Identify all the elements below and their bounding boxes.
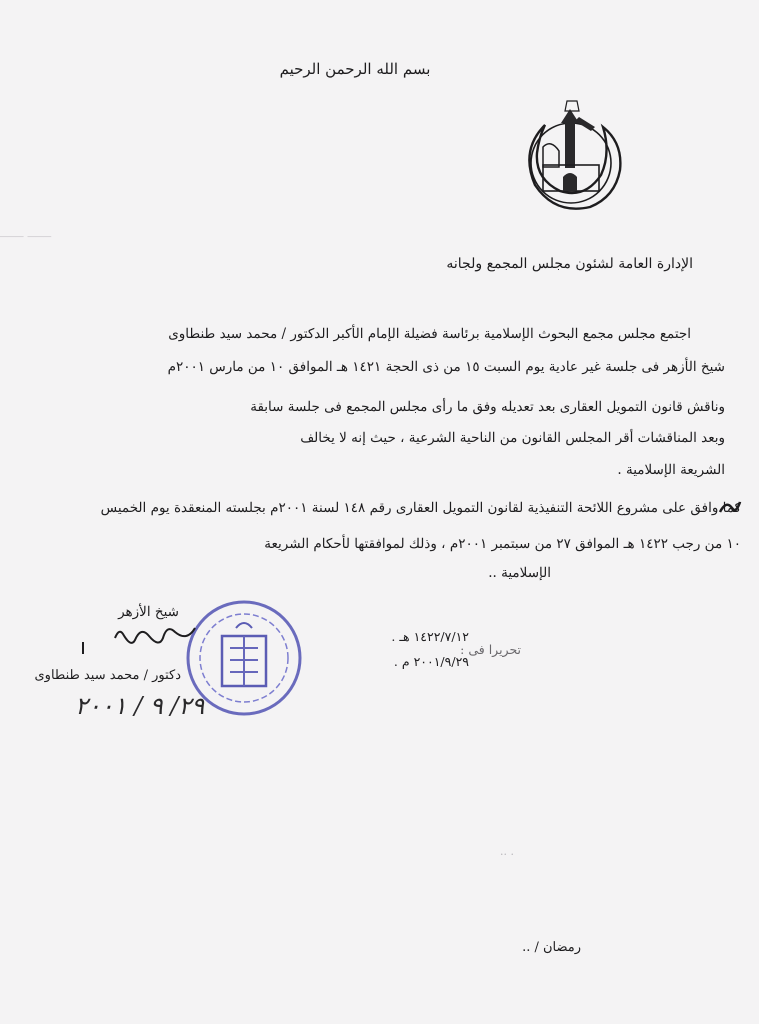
bleed-through-text: ─── ─── bbox=[0, 230, 52, 245]
body-line-4: وبعد المناقشات أقر المجلس القانون من الناحية الشرعية ، حيث إنه لا يخالف bbox=[300, 430, 725, 446]
handwritten-date: ٢٩/ ٩ / ٢٠٠١ bbox=[75, 692, 205, 720]
handwritten-mark-icon bbox=[718, 498, 742, 518]
body-line-6: كما وافق على مشروع اللائحة التنفيذية لقانون التمويل العقارى رقم ١٤٨ لسنة ٢٠٠١م بجلسته المنعقدة يوم الخميس bbox=[100, 500, 741, 516]
date-label: تحريرا فى : bbox=[460, 642, 521, 657]
body-line-8: الإسلامية .. bbox=[488, 565, 551, 581]
body-line-5: الشريعة الإسلامية . bbox=[617, 462, 725, 478]
al-azhar-islamic-research-logo-icon bbox=[515, 95, 625, 220]
faint-mark: ·· · bbox=[500, 848, 514, 861]
body-line-7: ١٠ من رجب ١٤٢٢ هـ الموافق ٢٧ من سبتمبر ٢٠٠١م ، وذلك لموافقتها لأحكام الشريعة bbox=[264, 536, 741, 552]
date-hijri: ١٤٢٢/٧/١٢ هـ . bbox=[391, 629, 469, 644]
department-heading: الإدارة العامة لشئون مجلس المجمع ولجانه bbox=[446, 256, 693, 272]
body-line-1: اجتمع مجلس مجمع البحوث الإسلامية برئاسة فضيلة الإمام الأكبر الدكتور / محمد سيد طنطاوى bbox=[168, 326, 691, 342]
handwritten-signature-icon bbox=[75, 618, 205, 658]
date-gregorian: ٢٠٠١/٩/٢٩ م . bbox=[393, 654, 469, 669]
basmala: بسم الله الرحمن الرحيم bbox=[279, 60, 431, 78]
signatory-title: شيخ الأزهر bbox=[118, 604, 179, 620]
body-line-3: وناقش قانون التمويل العقارى بعد تعديله وفق ما رأى مجلس المجمع فى جلسة سابقة bbox=[250, 399, 725, 415]
footer-note: رمضان / .. bbox=[522, 940, 581, 955]
signatory-name: دكتور / محمد سيد طنطاوى bbox=[34, 668, 181, 683]
body-line-2: شيخ الأزهر فى جلسة غير عادية يوم السبت ١٥ من ذى الحجة ١٤٢١ هـ الموافق ١٠ من مارس ٢٠٠١م bbox=[167, 359, 725, 375]
